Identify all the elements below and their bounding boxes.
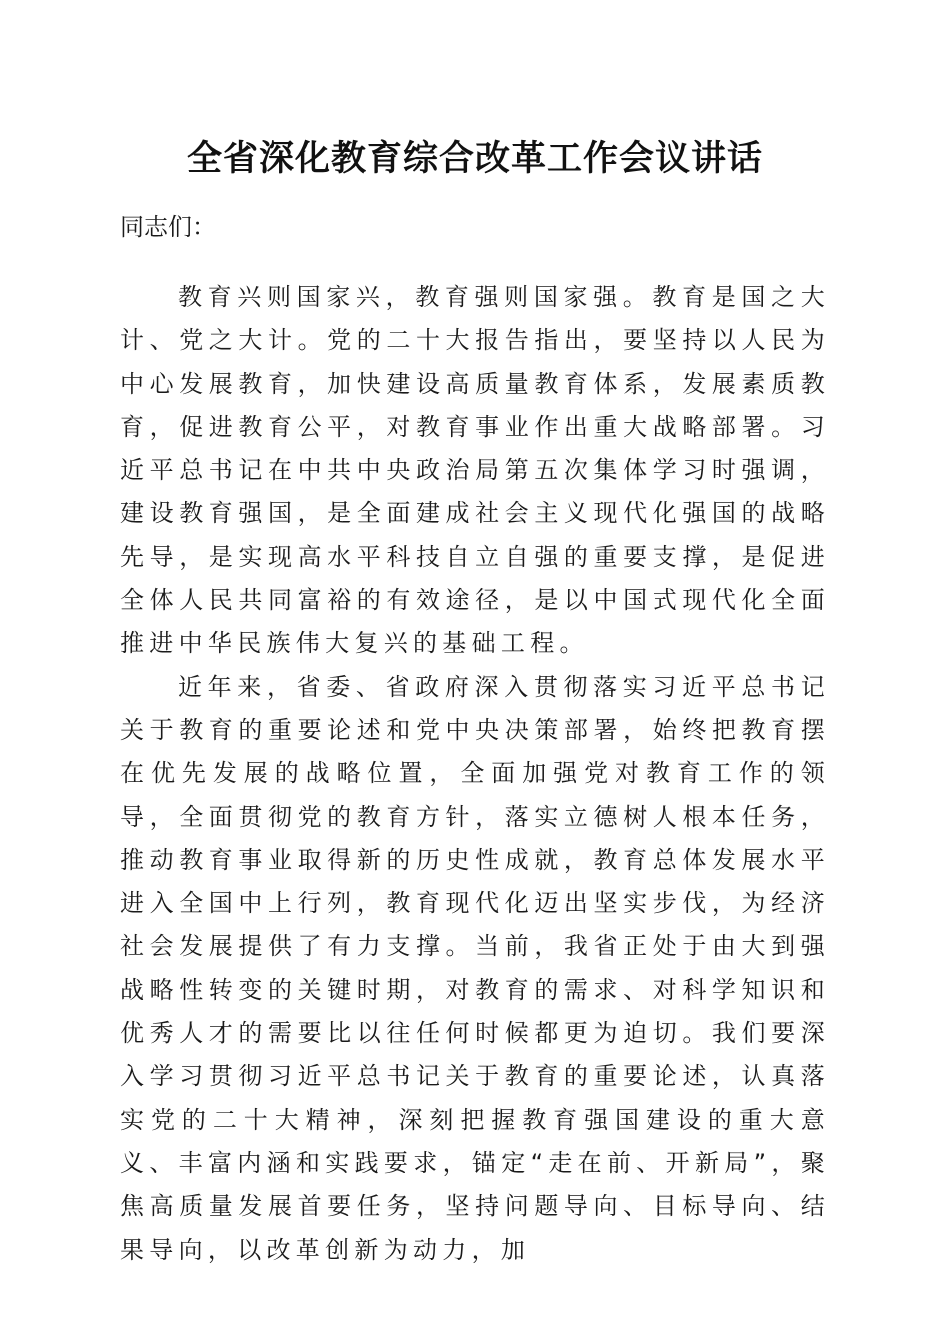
paragraph: 教育兴则国家兴，教育强则国家强。教育是国之大计、党之大计。党的二十大报告指出，要坚持以人民为中心发展教育，加快建设高质量教育体系，发展素质教育，促进教育公平，对教育事业作出重大战略部署。习近平总书记在中共中央政治局第五次集体学习时强调，建设教育强国，是全面建成社会主义现代化强国的战略先导，是实现高水平科技自立自强的重要支撑，是促进全体人民共同富裕的有效途径，是以中国式现代化全面推进中华民族伟大复兴的基础工程。 (120, 283, 830, 658)
document-title: 全省深化教育综合改革工作会议讲话 (186, 138, 763, 179)
salutation: 同志们： (120, 213, 216, 241)
paragraph: 近年来，省委、省政府深入贯彻落实习近平总书记关于教育的重要论述和党中央决策部署，始终把教育摆在优先发展的战略位置，全面加强党对教育工作的领导，全面贯彻党的教育方针，落实立德树人根本任务，推动教育事业取得新的历史性成就，教育总体发展水平进入全国中上行列，教育现代化迈出坚实步伐，为经济社会发展提供了有力支撑。当前，我省正处于由大到强战略性转变的关键时期，对教育的需求、对科学知识和优秀人才的需要比以往任何时候都更为迫切。我们要深入学习贯彻习近平总书记关于教育的重要论述，认真落实党的二十大精神，深刻把握教育强国建设的重大意义、丰富内涵和实践要求，锚定“走在前、开新局”，聚焦高质量发展首要任务，坚持问题导向、目标导向、结果导向，以改革创新为动力，加 (120, 672, 830, 1264)
document-body (120, 276, 830, 1272)
